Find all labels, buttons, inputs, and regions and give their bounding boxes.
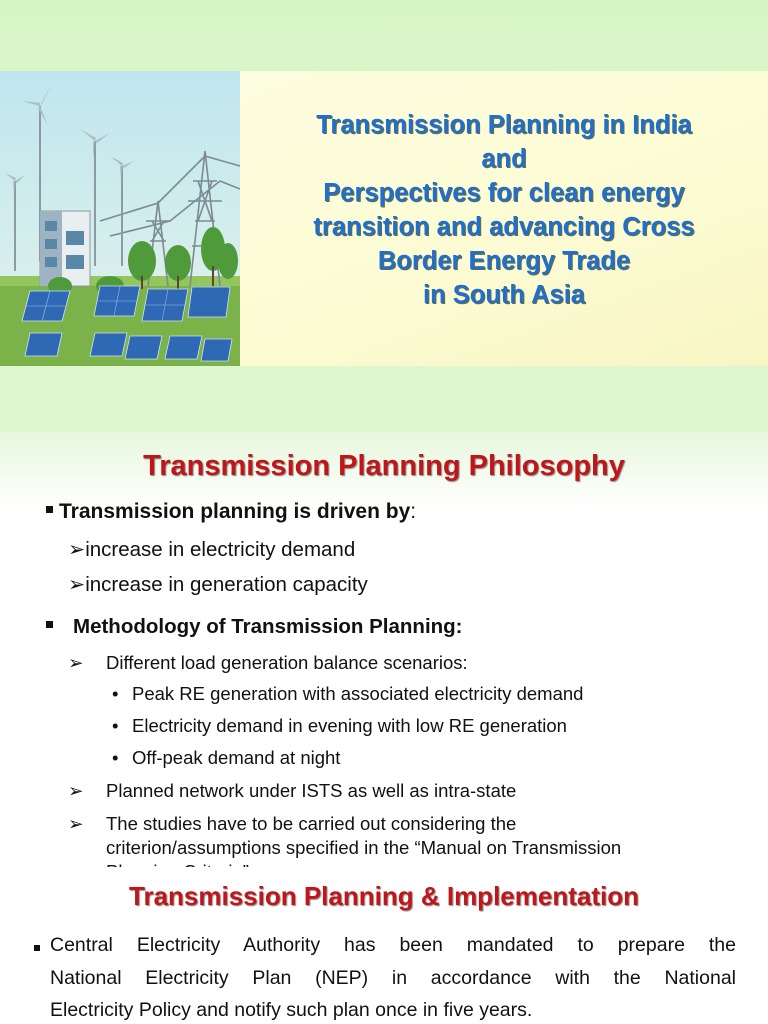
body-line: National Electricity Plan (NEP) in accordance with the National [50,967,736,989]
slide-title: Transmission Planning Philosophy [143,450,625,482]
arrow-bullet-icon: ➢ [68,652,84,673]
studies-line: The studies have to be carried out considering the [106,813,517,834]
driven-by-item [46,500,416,524]
arrow-bullet-icon: ➢ [68,813,84,834]
arrow-bullet-icon: ➢ [68,538,86,561]
title-line: transition and advancing Cross [313,213,695,241]
slide-title: Transmission Planning & Implementation [129,881,639,911]
driver-text: increase in generation capacity [85,573,368,596]
implementation-slide [0,867,768,1024]
philosophy-slide [0,432,768,867]
scenario-item [112,683,583,705]
studies-item [68,813,516,835]
round-bullet-icon: • [112,683,119,704]
scenario-item [112,747,340,769]
square-bullet-icon [46,621,53,628]
title-line: Transmission Planning in India [316,111,692,139]
driven-by-colon: : [410,500,417,523]
arrow-bullet-icon: ➢ [68,780,84,801]
body-line: Electricity Policy and notify such plan once in five years. [50,999,533,1021]
studies-line: criterion/assumptions specified in the “Manual on Transmission [106,837,622,858]
driver-item [68,572,368,597]
round-bullet-icon: • [112,715,119,736]
scenario-item [112,715,567,737]
title-line: Perspectives for clean energy [323,179,685,207]
methodology-item [46,615,463,639]
square-bullet-icon [34,945,40,951]
driver-text: increase in electricity demand [85,538,356,561]
title-slide [0,0,768,432]
square-bullet-icon [46,506,53,513]
title-line: and [481,145,527,173]
methodology-label: Methodology of Transmission Planning: [73,615,463,638]
planned-item [68,780,516,802]
planned-text: Planned network under ISTS as well as intra-state [106,780,517,801]
body-line: Central Electricity Authority has been mandated to prepare the [50,934,736,956]
title-line: in South Asia [423,281,585,309]
scenarios-label: Different load generation balance scenarios: [106,652,468,673]
scenario-text: Off-peak demand at night [132,747,341,768]
title-line: Border Energy Trade [377,247,631,275]
driver-item [68,537,355,562]
driven-by-label: Transmission planning is driven by [59,500,411,523]
clean-energy-illustration [0,71,240,366]
scenario-text: Peak RE generation with associated electricity demand [132,683,584,704]
arrow-bullet-icon: ➢ [68,573,86,596]
round-bullet-icon: • [112,747,119,768]
scenarios-item [68,652,468,674]
scenario-text: Electricity demand in evening with low RE generation [132,715,567,736]
presentation-title [240,108,768,312]
